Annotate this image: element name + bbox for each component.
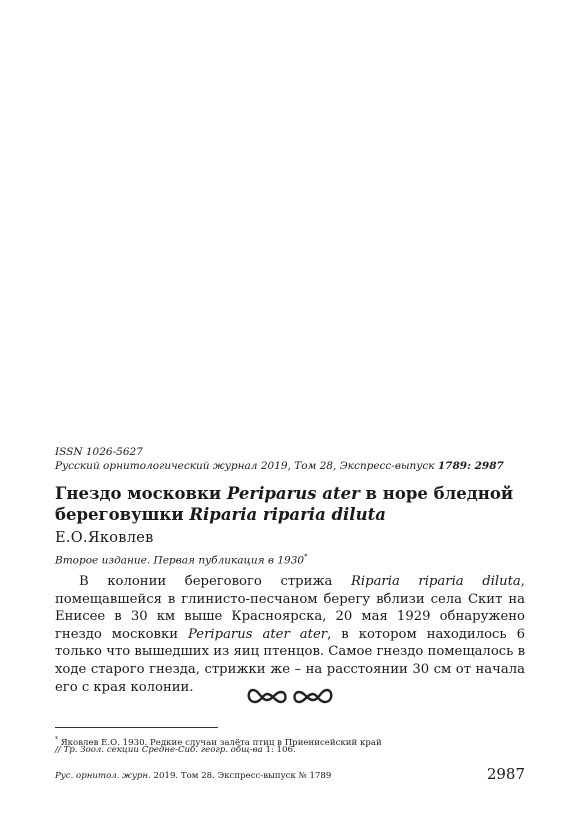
body-text-segment: , помещавшейся в глинисто-песчаном берегу вблизи села Скит на Енисее в 30 км выше Красноярска, 20 мая 1929 обнаружено гнездо московки <box>55 574 525 642</box>
footnote-text: 1: 106. <box>262 745 296 755</box>
running-footer <box>55 771 331 781</box>
body-text-segment: В колонии берегового стрижа <box>79 574 351 589</box>
footnote-2 <box>55 745 296 756</box>
footnote-mark: // <box>55 745 61 755</box>
ornament-icon <box>245 684 335 708</box>
journal-name: Русский орнитологический журнал <box>55 460 258 472</box>
title-text: Гнездо московки <box>55 484 227 503</box>
footnote-mark: * <box>55 736 58 743</box>
title-text-2: в норе бледной береговушки <box>55 484 514 524</box>
end-ornament <box>55 684 525 714</box>
issn: ISSN 1026-5627 <box>55 446 143 458</box>
article-body <box>55 573 525 696</box>
journal-year-volume: 2019, Том 28, Экспресс-выпуск <box>260 460 435 472</box>
footer-journal: Рус. орнитол. журн. <box>55 771 151 781</box>
article-title <box>55 483 525 525</box>
body-paragraph <box>55 573 525 696</box>
species-name: Periparus ater ater <box>188 626 328 642</box>
edition-footnote-mark: * <box>304 553 308 561</box>
body-text-segment: , в котором находилось 6 только что вышедших из яиц птенцов. Самое гнездо помещалось в ходе старого гнезда, стрижки же – на расстоянии 30 см от начала его с края колонии. <box>55 626 525 695</box>
footnote-text: Яковлев Е.О. 1930. Редкие случаи залёта птиц в Приенисейский край <box>60 737 382 748</box>
title-species-1: Periparus ater <box>226 484 360 503</box>
article-page <box>55 0 525 820</box>
species-name: Riparia riparia diluta <box>350 574 521 589</box>
journal-citation <box>55 459 504 473</box>
page-number: 2987 <box>486 765 525 783</box>
title-species-2: Riparia riparia diluta <box>189 505 386 524</box>
footnote-divider <box>55 727 218 728</box>
edition-note <box>55 553 308 567</box>
edition-text: Второе издание. Первая публикация в 1930 <box>55 554 305 567</box>
journal-issue-pages: 1789: 2987 <box>437 460 504 472</box>
footer-issue: 2019. Том 28. Экспресс-выпуск № 1789 <box>150 771 332 781</box>
author-name: Е.О.Яковлев <box>55 530 154 546</box>
footnote-source: Тр. Зоол. секции Средне-Сиб. геогр. общ-ва <box>63 745 263 755</box>
